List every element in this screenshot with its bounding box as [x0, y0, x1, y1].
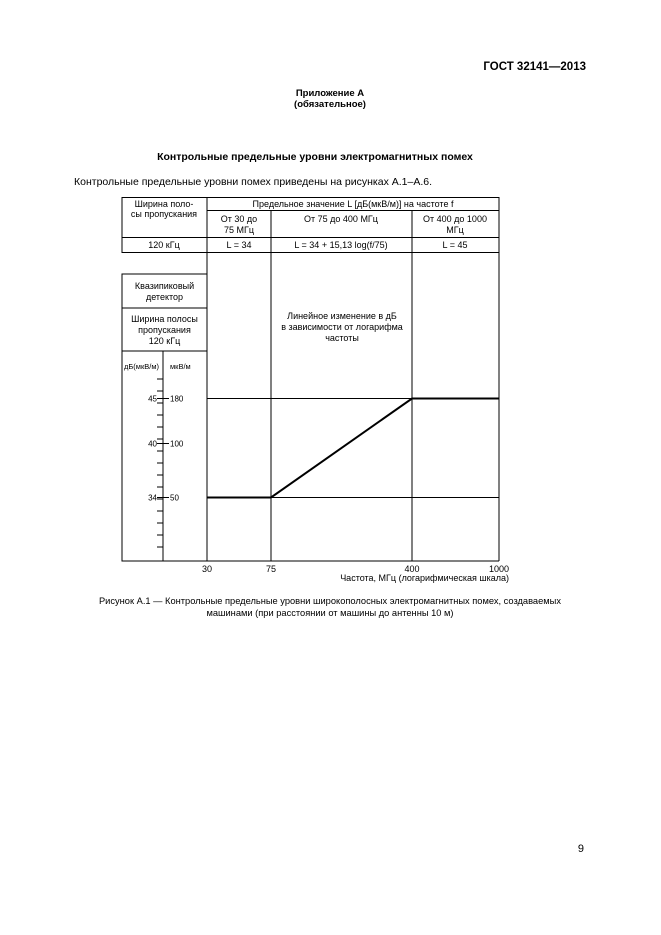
figure-caption-line2: машинами (при расстоянии от машины до антенны 10 м)	[206, 608, 454, 618]
table-col1-header-line1: Ширина поло-	[134, 199, 194, 209]
table-sub1-line1: От 30 до	[220, 214, 258, 224]
appendix-subtitle: (обязательное)	[294, 99, 366, 110]
detector-label-line1: Квазипиковый	[134, 281, 195, 291]
annotation-line1: Линейное изменение в дБ	[287, 311, 397, 321]
y-tick-label-uv: 180	[170, 394, 184, 404]
y-tick-label-uv: 100	[170, 439, 184, 449]
limit-line	[207, 399, 499, 498]
figure-caption-line1: Рисунок А.1 — Контрольные предельные уровни широкополосных электромагнитных помех, создаваемых	[98, 596, 561, 606]
table-limit-range1: L = 34	[226, 240, 252, 250]
annotation-line3: частоты	[325, 333, 359, 343]
table-span-header: Предельное значение L [дБ(мкВ/м)] на частоте f	[252, 199, 454, 209]
x-axis-label: Частота, МГц (логарифмическая шкала)	[340, 573, 509, 583]
detector-label-line2: детектор	[145, 292, 184, 302]
bandwidth-label-line1: Ширина полосы	[131, 314, 198, 324]
table-limit-range2: L = 34 + 15,13 log(f/75)	[294, 240, 388, 250]
x-tick-label: 30	[201, 564, 213, 574]
intro-paragraph: Контрольные предельные уровни помех приведены на рисунках А.1–А.6.	[74, 176, 433, 188]
table-bandwidth-value: 120 кГц	[148, 240, 180, 250]
x-tick-label: 75	[265, 564, 277, 574]
appendix-title: Приложение А	[295, 88, 365, 99]
y-tick-label-db: 40	[148, 439, 157, 449]
y-tick-label-uv: 50	[170, 493, 179, 503]
bandwidth-label-line3: 120 кГц	[148, 336, 181, 346]
annotation-line2: в зависимости от логарифма	[281, 322, 403, 332]
unit-uv-label: мкВ/м	[170, 362, 191, 371]
table-sub2: От 75 до 400 МГц	[304, 214, 378, 224]
page-number: 9	[577, 843, 584, 855]
x-tick-label: 400	[404, 564, 420, 574]
y-tick-label-db: 45	[148, 394, 157, 404]
table-sub1-line2: 75 МГц	[223, 225, 255, 235]
document-number: ГОСТ 32141—2013	[483, 61, 586, 73]
section-title: Контрольные предельные уровни электромагнитных помех	[157, 151, 473, 163]
table-limit-range3: L = 45	[442, 240, 468, 250]
table-sub3-line2: МГц	[446, 225, 464, 235]
bandwidth-label-line2: пропускания	[138, 325, 191, 335]
unit-db-label: дБ(мкВ/м)	[124, 362, 159, 371]
table-sub3-line1: От 400 до 1000	[423, 214, 487, 224]
y-tick-label-db: 34	[148, 493, 157, 503]
table-col1-header-line2: сы пропускания	[130, 209, 198, 219]
x-tick-label: 1000	[488, 564, 510, 574]
